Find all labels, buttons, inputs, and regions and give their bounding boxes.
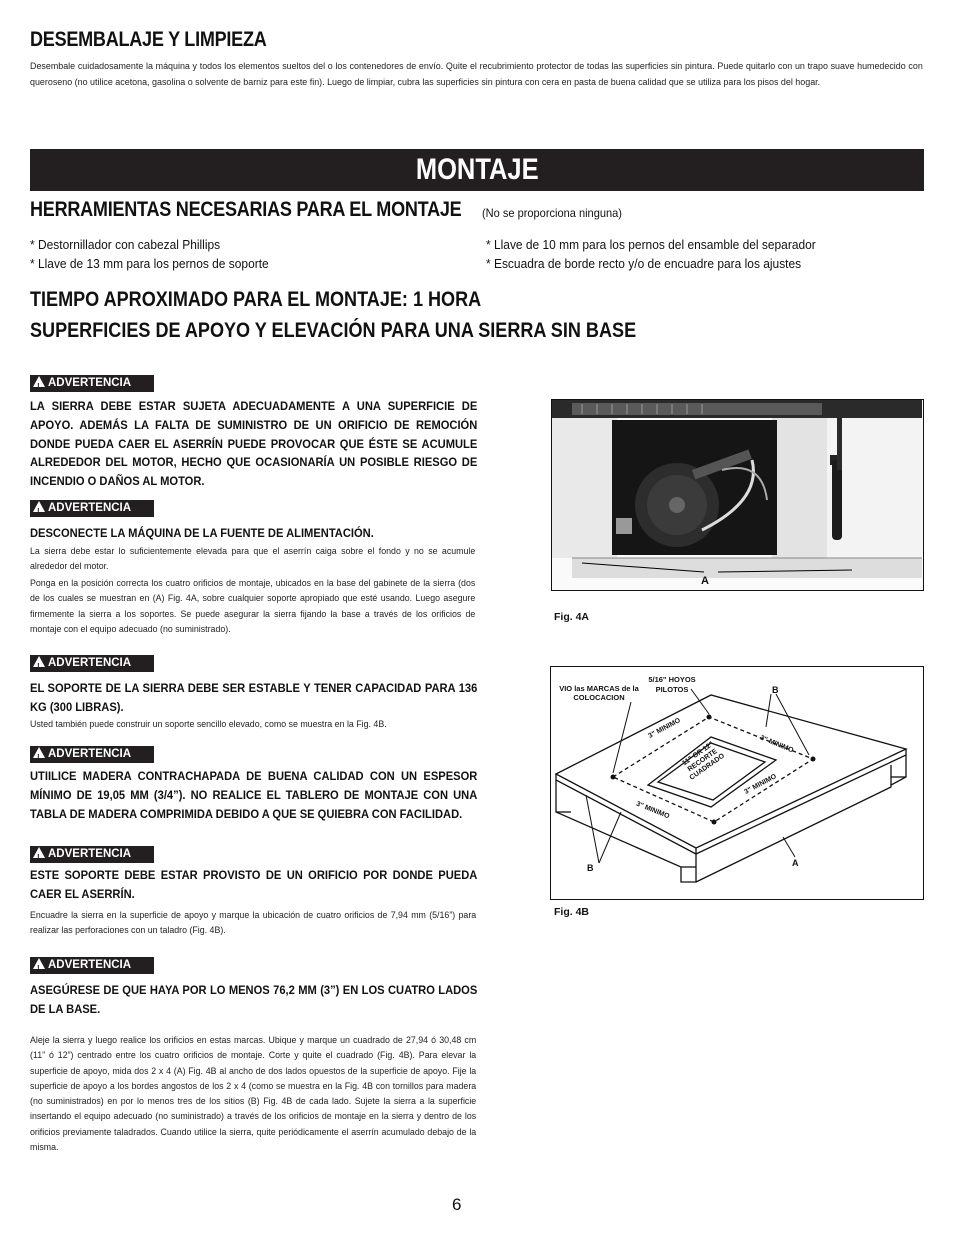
- warning-2-para1: La sierra debe estar lo suficientemente elevada para que el aserrín caiga sobre el fondo y no se acumule alrededor del motor.: [30, 546, 476, 573]
- fig-4b-label-b-top: B: [772, 685, 779, 695]
- fig-4b-image: [550, 666, 924, 900]
- warning-label: ADVERTENCIA: [48, 377, 132, 389]
- tools-title: HERRAMIENTAS NECESARIAS PARA EL MONTAJE: [30, 198, 462, 221]
- time-heading: TIEMPO APROXIMADO PARA EL MONTAJE: 1 HORA: [30, 288, 482, 311]
- warning-2-text: DESCONECTE LA MÁQUINA DE LA FUENTE DE ALIMENTACIÓN.: [30, 526, 374, 540]
- warning-icon: !: [33, 847, 45, 858]
- warning-label: ADVERTENCIA: [48, 848, 132, 860]
- warning-label: ADVERTENCIA: [48, 657, 132, 669]
- warning-3-text: EL SOPORTE DE LA SIERRA DEBE SER ESTABLE Y TENER CAPACIDAD PARA 136 KG (300 LIBRAS).: [30, 681, 478, 714]
- surfaces-heading: SUPERFICIES DE APOYO Y ELEVACIÓN PARA UNA SIERRA SIN BASE: [30, 319, 637, 342]
- warning-5-para: Encuadre la sierra en la superficie de apoyo y marque la ubicación de cuatro orificios de 7,94 mm (5/16”) para realizar las perforaciones con un taladro (Fig. 4B).: [30, 910, 477, 937]
- montaje-banner-text: MONTAJE: [415, 153, 539, 186]
- tools-heading: [30, 198, 532, 222]
- tools-right-list: [486, 235, 816, 273]
- warning-badge: [30, 375, 154, 392]
- warning-icon: !: [33, 501, 45, 512]
- fig-4b-min-label: 3" MINIMO: [634, 800, 671, 821]
- fig-4b-label-marks: VIO las MARCAS de la COLOCACION: [559, 684, 639, 702]
- warning-2-para2: Ponga en la posición correcta los cuatro orificios de montaje, ubicados en la base del gabinete de la sierra (dos de los cuales se muestran en (A) Fig. 4A, sobre cualquier soporte apropiado que esté usando. Luego asegure firmemente la sierra a los soportes. Se puede asegurar la sierra fijando la base a través de los orificios de montaje con el equipo adecuado (no suministrado).: [30, 578, 476, 635]
- warning-badge: [30, 500, 154, 517]
- warning-badge: [30, 957, 154, 974]
- fig-4b-label-a: A: [792, 858, 799, 868]
- warning-icon: !: [33, 747, 45, 758]
- table-saw-photo: [552, 400, 922, 589]
- warning-4-text: UTIILICE MADERA CONTRACHAPADA DE BUENA CALIDAD CON UN ESPESOR MÍNIMO DE 19,05 MM (3/4”). NO REALICE EL TABLERO DE MONTAJE CON UNA TABLA DE MADERA COMPRIMIDA DEBIDO A QUE SE QUIEBRA CON FACILIDAD.: [30, 769, 478, 821]
- fig-4a-image: [551, 399, 924, 591]
- warning-label: ADVERTENCIA: [48, 959, 132, 971]
- warning-badge: [30, 746, 154, 763]
- unpack-text: Desembale cuidadosamente la máquina y todos los elementos sueltos del o los contenedores de envío. Quite el recubrimiento protector de todas las superficies sin pintura. Puede quitarlo con un trapo suave humedecido con queroseno (no utilice acetona, gasolina o solvente de barniz para este fin). Luego de limpiar, cubra las superficies sin pintura con cera en pasta de buena calidad que se utiliza para los pisos del hogar.: [30, 61, 923, 88]
- warning-badge: [30, 846, 154, 863]
- fig-4b-min-label: 3" MINIMO: [647, 717, 682, 740]
- fig-4b-label-b-bottom: B: [587, 863, 594, 873]
- fig-4b-caption: Fig. 4B: [554, 906, 590, 918]
- warning-6-para: Aleje la sierra y luego realice los orificios en estas marcas. Ubique y marque un cuadrado de 27,94 ó 30,48 cm (11” ó 12”) centrado entre los cuatro orificios de montaje. Corte y quite el cuadrado (Fig. 4B). Para elevar la superficie de apoyo, mida dos 2 x 4 (A) Fig. 4B al ancho de dos lados opuestos de la superficie de apoyo. Fije la superficie de apoyo a los bordes angostos de los 2 x 4 (como se muestra en la Fig. 4B con tornillos para madera (no suministrados) en por lo menos tres de los sitios (B) Fig. 4B de cada lado. Sujete la sierra a la superficie insertando el equipo adecuado (no suministrado) a través de los orificios de montaje en la sierra y dentro de los orificios previamente taladrados. Cuando utilice la sierra, quite periódicamente el aserrín acumulado debajo de la misma.: [30, 1035, 477, 1154]
- tools-left-item: * Llave de 13 mm para los pernos de soporte: [30, 256, 269, 271]
- unpack-title: DESEMBALAJE Y LIMPIEZA: [30, 28, 267, 51]
- tools-note: (No se proporciona ninguna): [482, 206, 622, 220]
- fig-4b-min-label: 3" MINIMO: [758, 734, 795, 755]
- warning-icon: !: [33, 656, 45, 667]
- warning-badge: [30, 655, 154, 672]
- warning-icon: !: [33, 958, 45, 969]
- warning-6-text: ASEGÚRESE DE QUE HAYA POR LO MENOS 76,2 MM (3”) EN LOS CUATRO LADOS DE LA BASE.: [30, 983, 478, 1016]
- page-number: 6: [452, 1195, 462, 1214]
- montaje-banner: [30, 149, 924, 191]
- fig-4b-cut-label: 11" OR 12" RECORTE CUADRADO: [681, 740, 727, 782]
- warning-5-text: ESTE SOPORTE DEBE ESTAR PROVISTO DE UN ORIFICIO POR DONDE PUEDA CAER EL ASERRÍN.: [30, 868, 478, 901]
- fig-4a-caption: Fig. 4A: [554, 611, 590, 623]
- fig-4b-label-holes: 5/16" HOYOS PILOTOS: [648, 675, 696, 694]
- fig-4a-label-a: A: [701, 575, 709, 587]
- warning-3-para: Usted también puede construir un soporte sencillo elevado, como se muestra en la Fig. 4B.: [30, 719, 387, 730]
- tools-right-item: * Escuadra de borde recto y/o de encuadre para los ajustes: [486, 256, 802, 271]
- tools-left-item: * Destornillador con cabezal Phillips: [30, 237, 221, 252]
- tools-left-list: [30, 235, 269, 273]
- warning-icon: !: [33, 376, 45, 387]
- warning-label: ADVERTENCIA: [48, 748, 132, 760]
- warning-1-text: LA SIERRA DEBE ESTAR SUJETA ADECUADAMENTE A UNA SUPERFICIE DE APOYO. ADEMÁS LA FALTA DE SUMINISTRO DE UN ORIFICIO DE REMOCIÓN DONDE PUEDA CAER EL ASERRÍN PUEDE PROVOCAR QUE ÉSTE SE ACUMULE ALREDEDOR DEL MOTOR, HECHO QUE OCASIONARÍA UN POSIBLE RIESGO DE INCENDIO O DAÑOS AL MOTOR.: [30, 399, 478, 489]
- tools-right-item: * Llave de 10 mm para los pernos del ensamble del separador: [486, 237, 816, 252]
- fig-4b-min-label: 3" MINIMO: [743, 773, 778, 796]
- warning-label: ADVERTENCIA: [48, 502, 132, 514]
